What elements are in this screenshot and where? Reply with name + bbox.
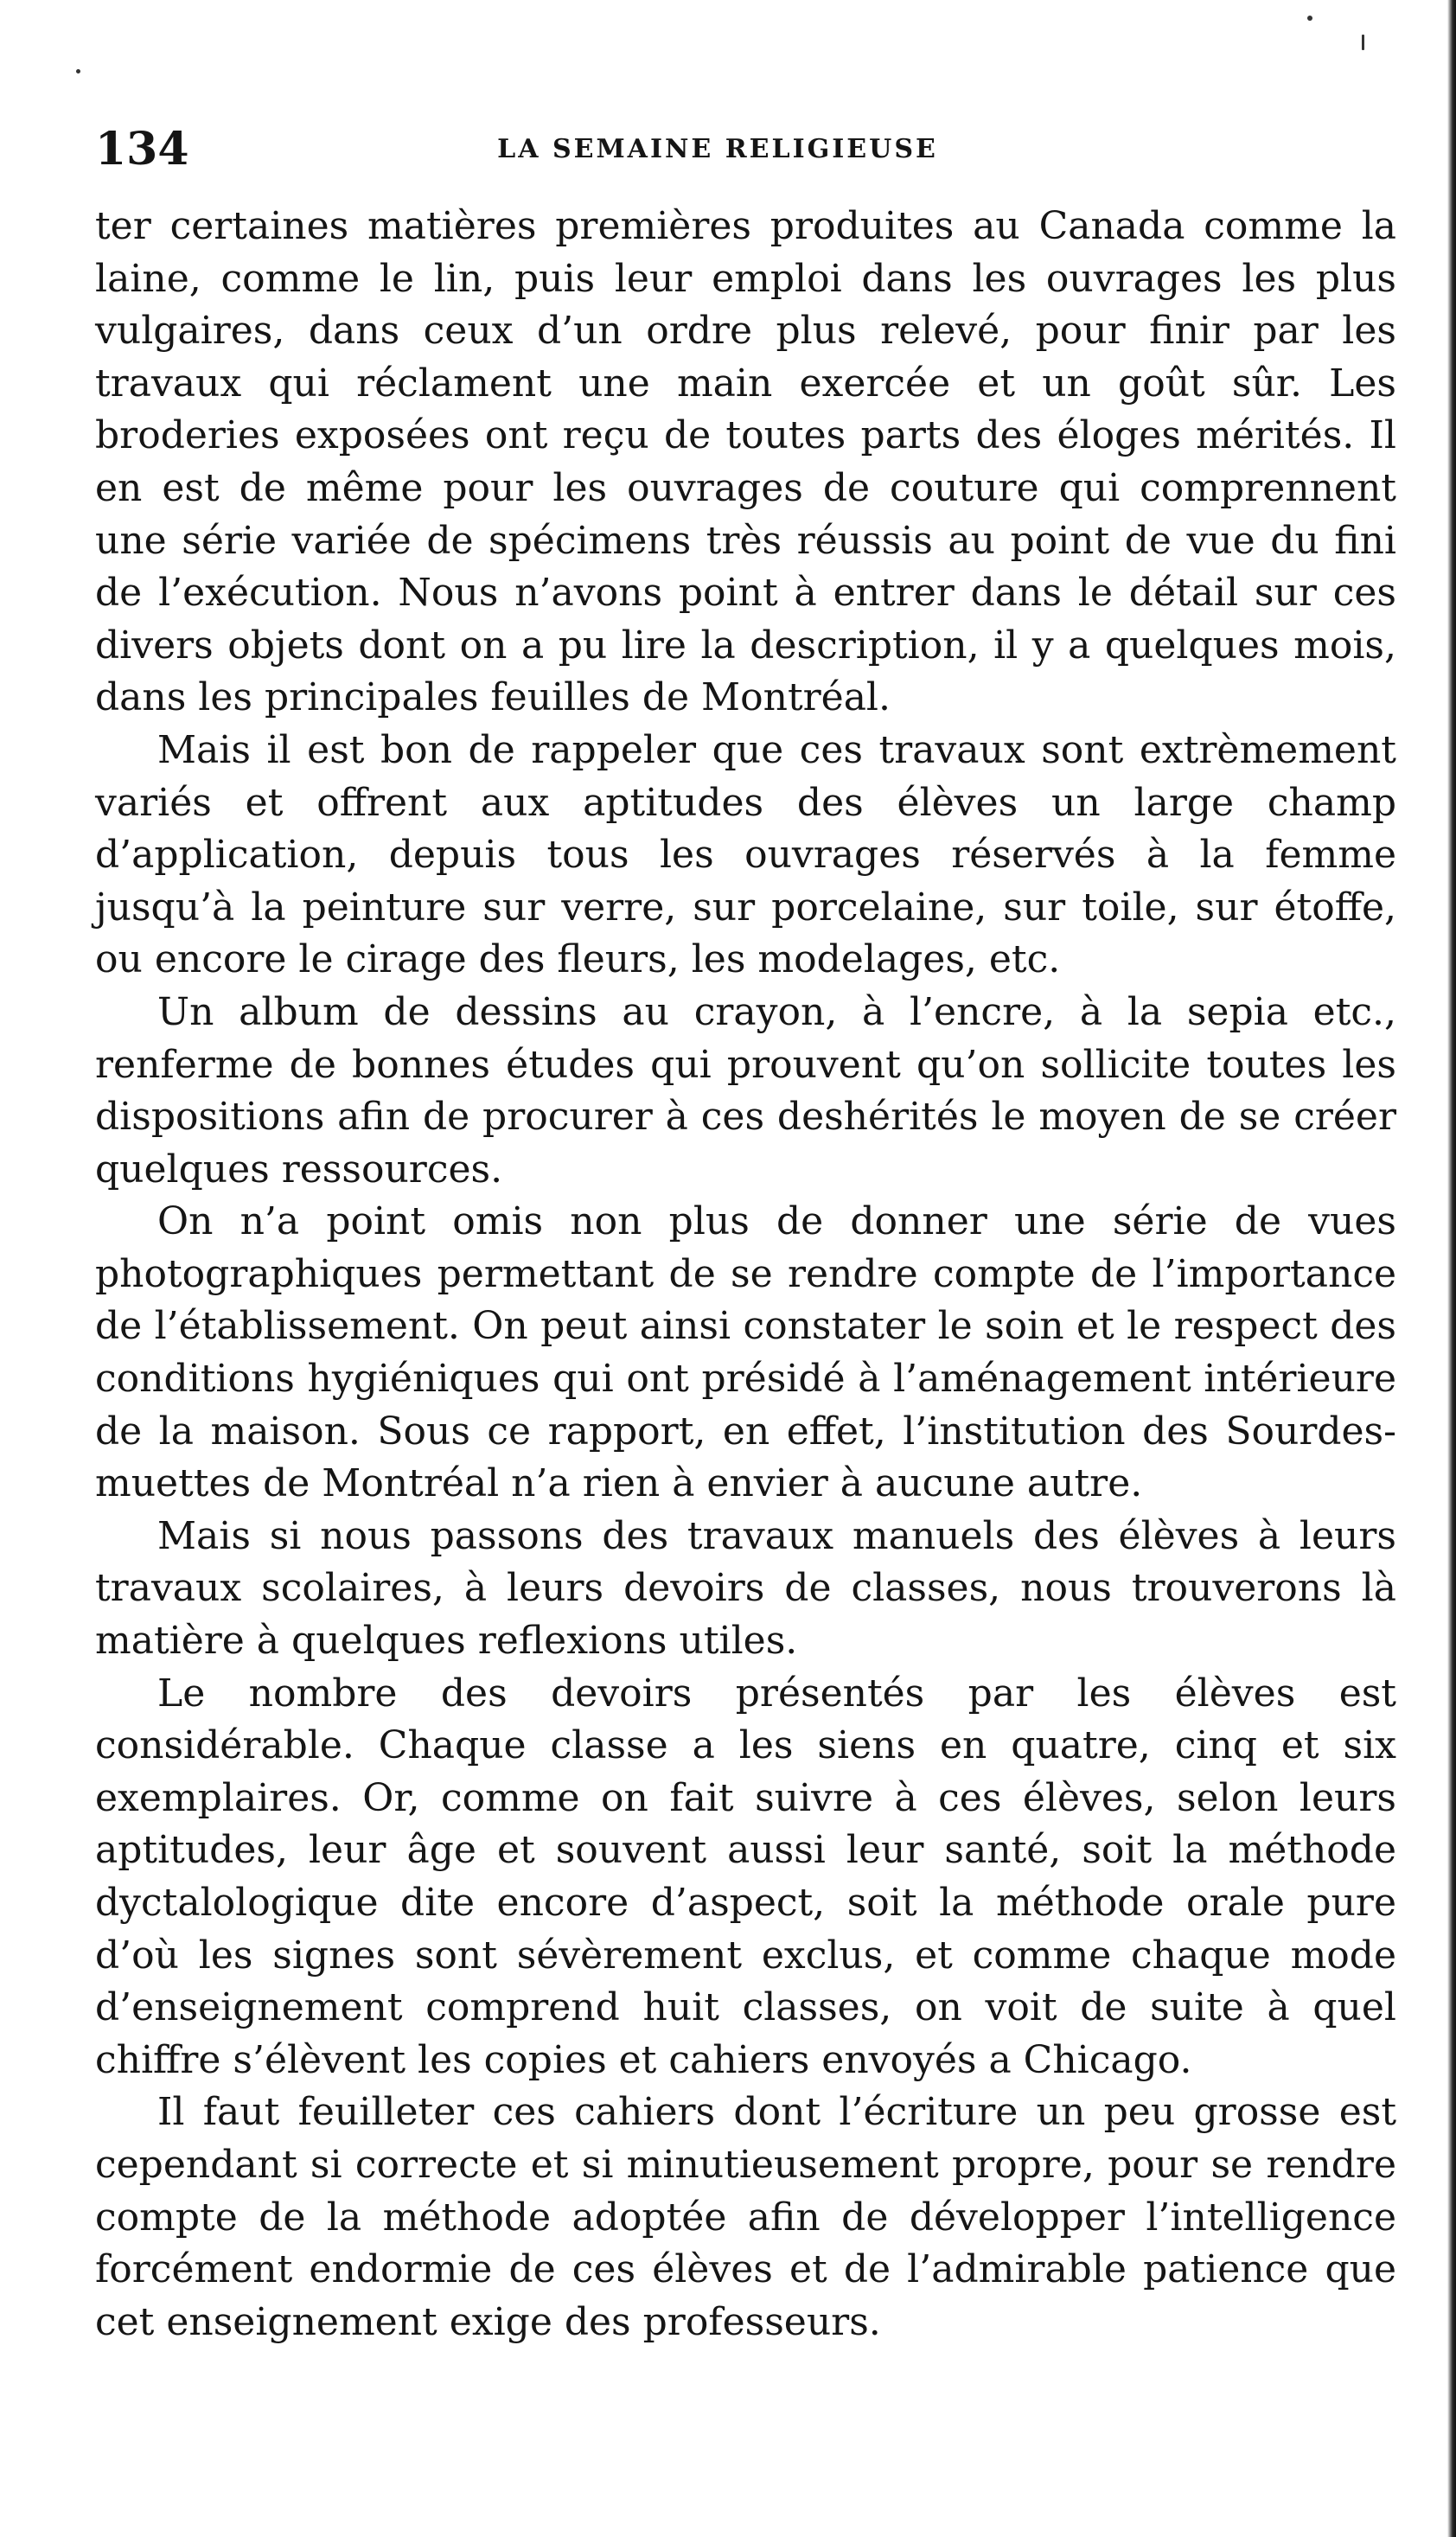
running-head: LA SEMAINE RELIGIEUSE — [497, 134, 938, 164]
page-number: 134 — [95, 123, 189, 176]
paragraph: Un album de dessins au crayon, à l’encre, à la sepia etc., renferme de bonnes études qui prouvent qu’on sollicite toutes les dispositions afin de procurer à ces deshérités le moyen de se créer quelques ressources. — [95, 989, 1396, 1192]
paragraph: Le nombre des devoirs présentés par les élèves est considérable. Chaque classe a les siens en quatre, cinq et six exemplaires. Or, comme on fait suivre à ces élèves, selon leurs aptitudes, leur âge et souvent aussi leur santé, soit la méthode dyctalologique dite encore d’aspect, soit la méthode orale pure d’où les signes sont sévèrement exclus, et comme chaque mode d’enseignement comprend huit classes, on voit de suite à quel chiffre s’élèvent les copies et cahiers envoyés a Chicago. — [95, 1671, 1396, 2082]
scan-speck — [1362, 35, 1364, 50]
scan-edge — [1447, 0, 1456, 2537]
scan-speck — [76, 69, 80, 73]
paragraph: Mais il est bon de rappeler que ces travaux sont extrèmement variés et offrent aux aptitudes des élèves un large champ d’application, depuis tous les ouvrages réservés à la femme jusqu’à la peinture sur verre, sur porcelaine, sur toile, sur étoffe, ou encore le cirage des fleurs, les modelages, etc. — [95, 727, 1396, 982]
page-header — [95, 119, 1340, 180]
scan-speck — [1307, 16, 1312, 21]
paragraph: Il faut feuilleter ces cahiers dont l’écriture un peu grosse est cependant si correcte et si minutieusement propre, pour se rendre compte de la méthode adoptée afin de développer l’intelligence forcément endormie de ces élèves et de l’admirable patience que cet enseignement exige des professeurs. — [95, 2090, 1396, 2344]
paragraph: ter certaines matières premières produites au Canada comme la laine, comme le lin, puis leur emploi dans les ouvrages les plus vulgaires, dans ceux d’un ordre plus relevé, pour finir par les travaux qui réclament une main exercée et un goût sûr. Les broderies exposées ont reçu de toutes parts des éloges mérités. Il en est de même pour les ouvrages de couture qui comprennent une série variée de spécimens très réussis au point de vue du fini de l’exécution. Nous n’avons point à entrer dans le détail sur ces divers objets dont on a pu lire la description, il y a quelques mois, dans les principales feuilles de Montréal. — [95, 204, 1396, 720]
paragraph: On n’a point omis non plus de donner une série de vues photographiques permettant de se rendre compte de l’importance de l’établissement. On peut ainsi constater le soin et le respect des conditions hygiéniques qui ont présidé à l’aménagement intérieure de la maison. Sous ce rapport, en effet, l’institution des Sourdes-muettes de Montréal n’a rien à envier à aucune autre. — [95, 1199, 1396, 1506]
paragraph: Mais si nous passons des travaux manuels des élèves à leurs travaux scolaires, à leurs devoirs de classes, nous trouverons là matière à quelques reflexions utiles. — [95, 1513, 1396, 1664]
article-body — [95, 201, 1396, 2348]
